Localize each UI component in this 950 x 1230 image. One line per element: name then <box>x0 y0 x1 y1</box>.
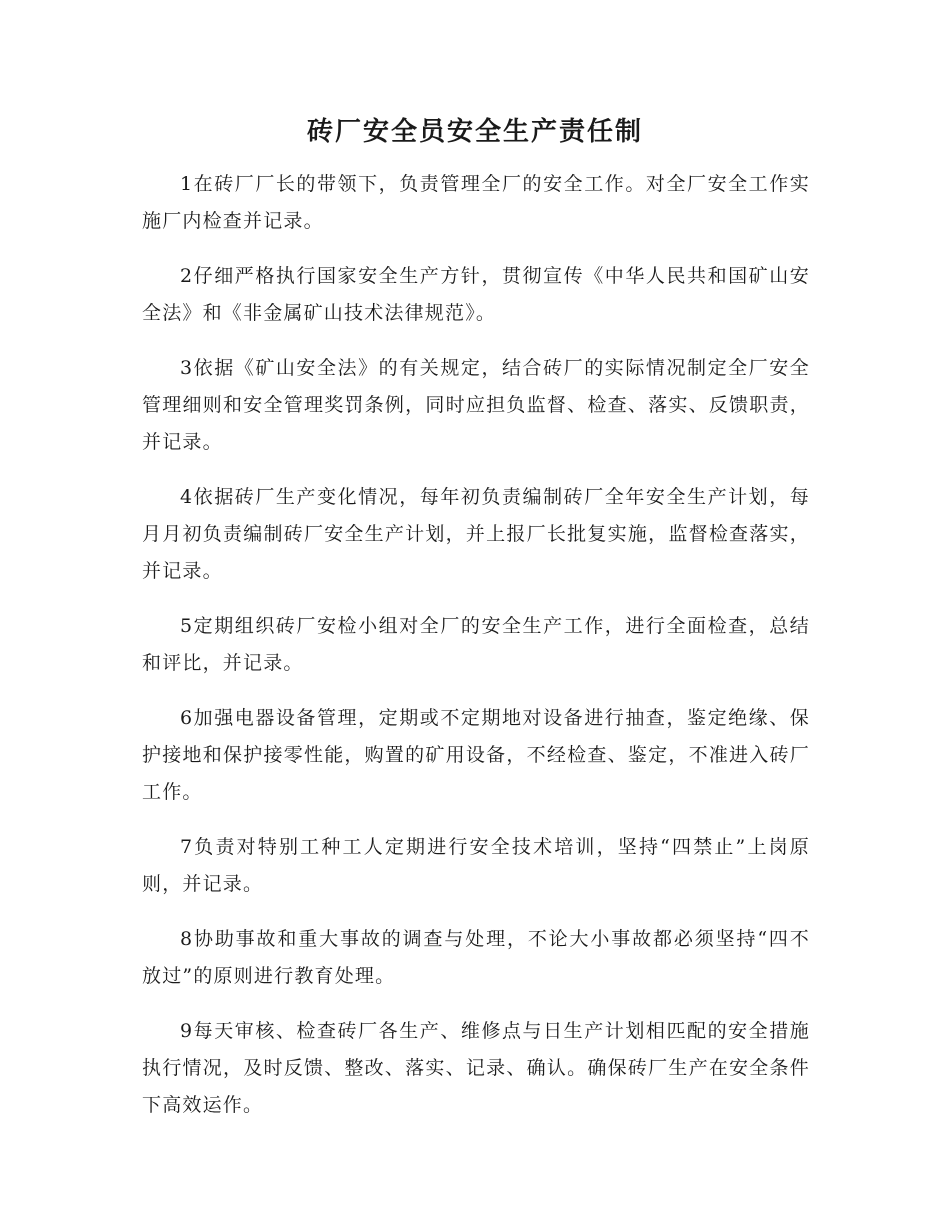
clause-1: 1在砖厂厂长的带领下，负责管理全厂的安全工作。对全厂安全工作实施厂内检查并记录。 <box>142 173 810 232</box>
clause-2: 2仔细严格执行国家安全生产方针，贯彻宣传《中华人民共和国矿山安全法》和《非金属矿山技术法律规范》。 <box>142 265 810 324</box>
clause-6: 6加强电器设备管理，定期或不定期地对设备进行抽查，鉴定绝缘、保护接地和保护接零性能，购置的矿用设备，不经检查、鉴定，不准进入砖厂工作。 <box>142 707 810 803</box>
document-body <box>142 166 810 1142</box>
clause-4: 4依据砖厂生产变化情况，每年初负责编制砖厂全年安全生产计划，每月月初负责编制砖厂安全生产计划，并上报厂长批复实施，监督检查落实，并记录。 <box>142 486 810 582</box>
clause-9: 9每天审核、检查砖厂各生产、维修点与日生产计划相匹配的安全措施执行情况，及时反馈、整改、落实、记录、确认。确保砖厂生产在安全条件下高效运作。 <box>142 1020 810 1116</box>
clause-8: 8协助事故和重大事故的调查与处理，不论大小事故都必须坚持“四不放过”的原则进行教育处理。 <box>142 928 810 987</box>
clause-7: 7负责对特别工种工人定期进行安全技术培训，坚持“四禁止”上岗原则，并记录。 <box>142 836 810 895</box>
clause-3: 3依据《矿山安全法》的有关规定，结合砖厂的实际情况制定全厂安全管理细则和安全管理奖罚条例，同时应担负监督、检查、落实、反馈职责，并记录。 <box>142 357 810 453</box>
clause-5: 5定期组织砖厂安检小组对全厂的安全生产工作，进行全面检查，总结和评比，并记录。 <box>142 615 810 674</box>
document-title: 砖厂安全员安全生产责任制 <box>306 117 643 147</box>
